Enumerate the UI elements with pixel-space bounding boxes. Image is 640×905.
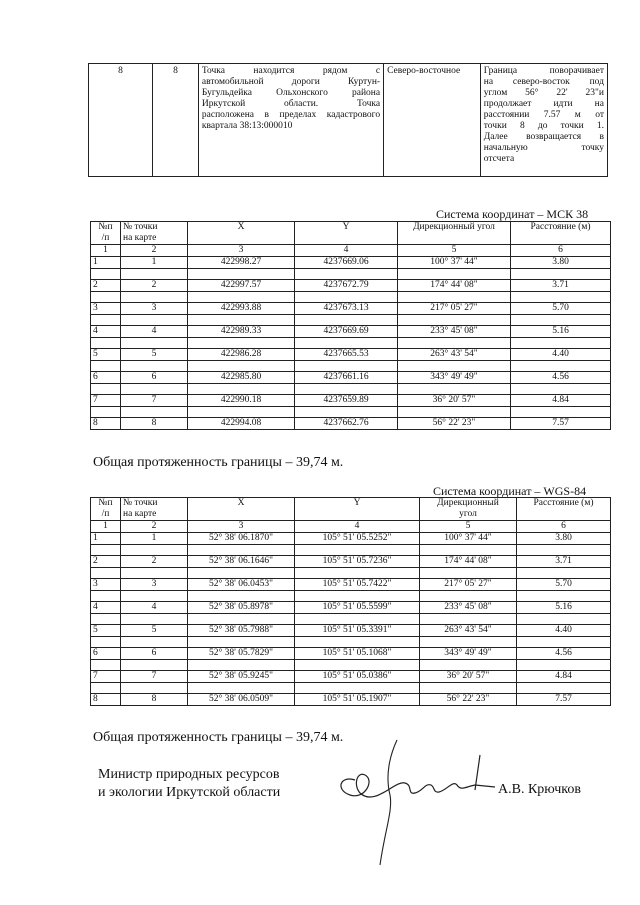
spacer-cell	[420, 614, 517, 625]
table-row	[91, 395, 611, 407]
table-cell: 2	[91, 556, 121, 568]
table-cell: 2	[121, 556, 188, 568]
table-row	[91, 556, 611, 568]
table-cell: 4237673.13	[295, 303, 398, 315]
spacer-cell	[420, 683, 517, 694]
spacer-cell	[398, 361, 511, 372]
description-line: квартала 38:13:000010	[201, 121, 293, 131]
header-text: №п	[98, 222, 113, 232]
table-cell: 100° 37' 44"	[420, 533, 517, 545]
spacer-cell	[511, 407, 611, 418]
spacer-cell	[420, 637, 517, 648]
spacer-cell	[295, 614, 420, 625]
spacer-cell	[121, 568, 188, 579]
table-cell: 5.16	[511, 326, 611, 338]
spacer-cell	[188, 269, 295, 280]
table-cell: 4237672.79	[295, 280, 398, 292]
spacer-cell	[91, 683, 121, 694]
table-cell: 105° 51' 05.5599"	[295, 602, 420, 614]
header-text: Дирекционный	[437, 498, 499, 508]
spacer-row	[91, 568, 611, 579]
spacer-row	[91, 591, 611, 602]
table-cell: 4.56	[517, 648, 611, 660]
table-cell: 4	[91, 602, 121, 614]
spacer-cell	[398, 315, 511, 326]
table-cell: 6	[121, 372, 188, 384]
table-cell: 8	[121, 694, 188, 706]
header-row	[91, 222, 611, 245]
spacer-row	[91, 315, 611, 326]
spacer-cell	[188, 637, 295, 648]
wgs84-coordinates-table	[90, 497, 611, 706]
spacer-cell	[517, 568, 611, 579]
header-text: на карте	[123, 233, 157, 243]
spacer-cell	[295, 683, 420, 694]
spacer-cell	[121, 637, 188, 648]
header-text: №п	[98, 498, 113, 508]
table-cell: 3.71	[511, 280, 611, 292]
description-cell	[198, 64, 383, 177]
route-line: Далее возвращается в	[483, 132, 604, 142]
total-length: Общая протяженность границы – 39,74 м.	[93, 730, 344, 745]
table-cell: 422986.28	[188, 349, 295, 361]
header-cell	[420, 498, 517, 521]
spacer-row	[91, 292, 611, 303]
table-cell: 422998.27	[188, 257, 295, 269]
route-line: углом 56° 22' 23"и	[483, 88, 604, 98]
table-cell: 422997.57	[188, 280, 295, 292]
table-row	[91, 648, 611, 660]
spacer-cell	[91, 384, 121, 395]
table-row	[91, 257, 611, 269]
coordinate-system-label: Система координат – WGS-84	[433, 484, 587, 498]
table-cell: 263° 43' 54"	[398, 349, 511, 361]
table-row	[91, 326, 611, 338]
table-cell: 8	[91, 694, 121, 706]
spacer-cell	[121, 660, 188, 671]
boundary-description-table	[88, 63, 608, 177]
table-cell: 422989.33	[188, 326, 295, 338]
handwritten-signature	[335, 735, 495, 875]
column-number: 4	[295, 245, 398, 257]
table-row	[91, 280, 611, 292]
header-row	[91, 498, 611, 521]
table-cell: 6	[91, 372, 121, 384]
spacer-cell	[295, 338, 398, 349]
spacer-cell	[188, 292, 295, 303]
table-row	[91, 694, 611, 706]
signatory-title-line: и экологии Иркутской области	[98, 785, 281, 800]
column-number: 2	[121, 245, 188, 257]
table-cell: 174° 44' 08"	[420, 556, 517, 568]
spacer-cell	[511, 315, 611, 326]
table-cell: 3.80	[517, 533, 611, 545]
table-row	[91, 671, 611, 683]
table-cell: 422993.88	[188, 303, 295, 315]
spacer-cell	[398, 407, 511, 418]
header-cell: X	[188, 498, 295, 521]
header-cell	[91, 498, 121, 521]
table-cell: 7.57	[511, 418, 611, 430]
spacer-cell	[398, 338, 511, 349]
direction-cell: Северо-восточное	[384, 64, 481, 177]
table-cell: 422990.18	[188, 395, 295, 407]
table-cell: 1	[121, 257, 188, 269]
table-cell: 343° 49' 49"	[420, 648, 517, 660]
table-row	[91, 579, 611, 591]
spacer-cell	[91, 591, 121, 602]
table-cell: 4237669.06	[295, 257, 398, 269]
spacer-cell	[188, 361, 295, 372]
spacer-cell	[121, 292, 188, 303]
spacer-cell	[188, 660, 295, 671]
table-cell: 6	[91, 648, 121, 660]
spacer-cell	[91, 269, 121, 280]
table-cell: 4237669.69	[295, 326, 398, 338]
table-cell: 52° 38' 05.7988"	[188, 625, 295, 637]
spacer-cell	[91, 637, 121, 648]
table-cell: 5	[91, 349, 121, 361]
column-number: 1	[91, 521, 121, 533]
table-cell: 8	[121, 418, 188, 430]
description-line: Иркутской области. Точка	[201, 99, 381, 109]
spacer-cell	[517, 637, 611, 648]
spacer-cell	[295, 384, 398, 395]
table-cell: 105° 51' 05.3391"	[295, 625, 420, 637]
table-cell: 3	[121, 303, 188, 315]
total-length: Общая протяженность границы – 39,74 м.	[93, 455, 344, 470]
spacer-cell	[121, 545, 188, 556]
table-cell: 4	[91, 326, 121, 338]
table-cell: 233° 45' 08"	[420, 602, 517, 614]
table-cell: 52° 38' 06.1870"	[188, 533, 295, 545]
spacer-cell	[295, 269, 398, 280]
spacer-cell	[188, 384, 295, 395]
spacer-cell	[420, 545, 517, 556]
header-cell: Y	[295, 222, 398, 245]
spacer-cell	[295, 407, 398, 418]
spacer-cell	[188, 338, 295, 349]
point-number-cell: 8	[153, 64, 199, 177]
spacer-cell	[295, 637, 420, 648]
table-cell: 422994.08	[188, 418, 295, 430]
table-cell: 233° 45' 08"	[398, 326, 511, 338]
table-cell: 52° 38' 05.9245"	[188, 671, 295, 683]
spacer-cell	[91, 614, 121, 625]
header-text: угол	[459, 509, 477, 519]
table-cell: 4.40	[517, 625, 611, 637]
table-cell: 4.40	[511, 349, 611, 361]
route-line: на северо-восток под	[483, 77, 604, 87]
header-cell: X	[188, 222, 295, 245]
table-cell: 3.71	[517, 556, 611, 568]
spacer-cell	[91, 361, 121, 372]
header-text: № точки	[123, 222, 158, 232]
coordinate-system-label: Система координат – МСК 38	[436, 207, 589, 221]
table-cell: 100° 37' 44"	[398, 257, 511, 269]
table-cell: 4	[121, 602, 188, 614]
spacer-row	[91, 407, 611, 418]
spacer-cell	[121, 614, 188, 625]
spacer-cell	[188, 591, 295, 602]
table-body	[91, 257, 611, 430]
table-cell: 1	[121, 533, 188, 545]
table-cell: 4237659.89	[295, 395, 398, 407]
table-cell: 56° 22' 23"	[398, 418, 511, 430]
header-text: /п	[101, 233, 110, 243]
table-row	[91, 303, 611, 315]
table-cell: 52° 38' 06.0509"	[188, 694, 295, 706]
description-line: Точка находится рядом с	[201, 66, 381, 76]
table-cell: 3	[91, 579, 121, 591]
spacer-cell	[91, 660, 121, 671]
table-cell: 4237661.16	[295, 372, 398, 384]
table-cell: 6	[121, 648, 188, 660]
table-cell: 4.84	[511, 395, 611, 407]
spacer-row	[91, 660, 611, 671]
spacer-cell	[517, 545, 611, 556]
spacer-cell	[91, 292, 121, 303]
table-cell: 105° 51' 05.1068"	[295, 648, 420, 660]
table-row	[91, 372, 611, 384]
spacer-cell	[188, 614, 295, 625]
spacer-cell	[511, 292, 611, 303]
column-number: 4	[295, 521, 420, 533]
table-cell: 8	[91, 418, 121, 430]
table-cell: 7	[91, 671, 121, 683]
spacer-cell	[295, 315, 398, 326]
spacer-cell	[121, 361, 188, 372]
spacer-row	[91, 637, 611, 648]
table-cell: 2	[121, 280, 188, 292]
column-number: 3	[188, 521, 295, 533]
spacer-cell	[295, 361, 398, 372]
table-cell: 105° 51' 05.1907"	[295, 694, 420, 706]
msk38-coordinates-table	[90, 221, 611, 430]
spacer-cell	[511, 361, 611, 372]
header-cell: Расстояние (м)	[511, 222, 611, 245]
table-cell: 36° 20' 57"	[398, 395, 511, 407]
header-cell	[121, 498, 188, 521]
spacer-cell	[295, 545, 420, 556]
table-cell: 5.70	[517, 579, 611, 591]
column-number: 2	[121, 521, 188, 533]
table-cell: 5	[121, 349, 188, 361]
table-row	[91, 602, 611, 614]
table-cell: 4.56	[511, 372, 611, 384]
spacer-cell	[188, 545, 295, 556]
table-cell: 52° 38' 06.0453"	[188, 579, 295, 591]
table-row	[89, 64, 608, 177]
spacer-cell	[295, 292, 398, 303]
spacer-cell	[295, 568, 420, 579]
header-cell: Расстояние (м)	[517, 498, 611, 521]
table-row	[91, 418, 611, 430]
table-cell: 5	[121, 625, 188, 637]
route-line: расстоянии 7.57 м от	[483, 110, 604, 120]
route-line: начальную точку	[483, 143, 604, 153]
spacer-cell	[295, 591, 420, 602]
spacer-cell	[517, 614, 611, 625]
table-body	[91, 533, 611, 706]
table-cell: 7	[91, 395, 121, 407]
route-line: Граница поворачивает	[483, 66, 604, 76]
column-number: 5	[420, 521, 517, 533]
table-cell: 1	[91, 257, 121, 269]
column-number: 6	[511, 245, 611, 257]
spacer-cell	[517, 591, 611, 602]
table-cell: 7.57	[517, 694, 611, 706]
description-line: автомобильной дороги Куртун-	[201, 77, 381, 87]
table-cell: 3	[91, 303, 121, 315]
spacer-cell	[91, 568, 121, 579]
spacer-cell	[121, 407, 188, 418]
table-cell: 4.84	[517, 671, 611, 683]
spacer-cell	[188, 568, 295, 579]
column-number: 3	[188, 245, 295, 257]
table-cell: 174° 44' 08"	[398, 280, 511, 292]
table-cell: 105° 51' 05.5252"	[295, 533, 420, 545]
column-number: 5	[398, 245, 511, 257]
spacer-row	[91, 269, 611, 280]
table-cell: 7	[121, 395, 188, 407]
spacer-cell	[188, 315, 295, 326]
spacer-cell	[517, 660, 611, 671]
spacer-cell	[91, 407, 121, 418]
spacer-cell	[91, 315, 121, 326]
spacer-cell	[121, 269, 188, 280]
table-cell: 343° 49' 49"	[398, 372, 511, 384]
spacer-cell	[420, 568, 517, 579]
table-cell: 217° 05' 27"	[398, 303, 511, 315]
signatory-name: А.В. Крючков	[498, 782, 581, 797]
spacer-cell	[91, 545, 121, 556]
table-cell: 36° 20' 57"	[420, 671, 517, 683]
row-number-cell: 8	[89, 64, 153, 177]
route-line: отсчета	[483, 154, 515, 164]
spacer-row	[91, 384, 611, 395]
description-line: расположена в пределах кадастрового	[201, 110, 381, 120]
spacer-cell	[91, 338, 121, 349]
route-line: точки 8 до точки 1.	[483, 121, 604, 131]
column-number-row	[91, 245, 611, 257]
spacer-cell	[420, 591, 517, 602]
spacer-cell	[121, 591, 188, 602]
route-line: продолжает идти на	[483, 99, 604, 109]
header-cell: Y	[295, 498, 420, 521]
table-cell: 2	[91, 280, 121, 292]
table-cell: 4	[121, 326, 188, 338]
route-text-cell	[480, 64, 607, 177]
table-cell: 3.80	[511, 257, 611, 269]
spacer-cell	[420, 660, 517, 671]
column-number: 6	[517, 521, 611, 533]
column-number: 1	[91, 245, 121, 257]
table-cell: 52° 38' 06.1646"	[188, 556, 295, 568]
spacer-cell	[398, 269, 511, 280]
table-cell: 52° 38' 05.8978"	[188, 602, 295, 614]
table-cell: 422985.80	[188, 372, 295, 384]
table-row	[91, 349, 611, 361]
table-cell: 105° 51' 05.0386"	[295, 671, 420, 683]
spacer-cell	[398, 384, 511, 395]
spacer-row	[91, 361, 611, 372]
table-cell: 52° 38' 05.7829"	[188, 648, 295, 660]
spacer-cell	[121, 338, 188, 349]
spacer-row	[91, 614, 611, 625]
header-cell	[121, 222, 188, 245]
header-text: на карте	[123, 509, 157, 519]
spacer-cell	[511, 384, 611, 395]
spacer-cell	[121, 384, 188, 395]
spacer-row	[91, 545, 611, 556]
table-cell: 4237662.76	[295, 418, 398, 430]
signatory-title-line: Министр природных ресурсов	[98, 767, 280, 782]
table-cell: 5	[91, 625, 121, 637]
table-cell: 56° 22' 23"	[420, 694, 517, 706]
table-cell: 217° 05' 27"	[420, 579, 517, 591]
header-text: № точки	[123, 498, 158, 508]
spacer-cell	[511, 338, 611, 349]
table-cell: 105° 51' 05.7422"	[295, 579, 420, 591]
spacer-row	[91, 683, 611, 694]
header-cell: Дирекционный угол	[398, 222, 511, 245]
spacer-cell	[188, 683, 295, 694]
description-line: Бугульдейка Ольхонского района	[201, 88, 381, 98]
table-cell: 1	[91, 533, 121, 545]
table-row	[91, 625, 611, 637]
table-cell: 3	[121, 579, 188, 591]
table-row	[91, 533, 611, 545]
header-cell	[91, 222, 121, 245]
table-cell: 105° 51' 05.7236"	[295, 556, 420, 568]
spacer-row	[91, 338, 611, 349]
spacer-cell	[295, 660, 420, 671]
header-text: /п	[101, 509, 110, 519]
spacer-cell	[517, 683, 611, 694]
table-cell: 5.70	[511, 303, 611, 315]
spacer-cell	[121, 683, 188, 694]
spacer-cell	[188, 407, 295, 418]
table-cell: 7	[121, 671, 188, 683]
spacer-cell	[121, 315, 188, 326]
table-cell: 5.16	[517, 602, 611, 614]
signatory-title	[98, 766, 280, 802]
spacer-cell	[511, 269, 611, 280]
table-cell: 4237665.53	[295, 349, 398, 361]
spacer-cell	[398, 292, 511, 303]
column-number-row	[91, 521, 611, 533]
table-cell: 263° 43' 54"	[420, 625, 517, 637]
